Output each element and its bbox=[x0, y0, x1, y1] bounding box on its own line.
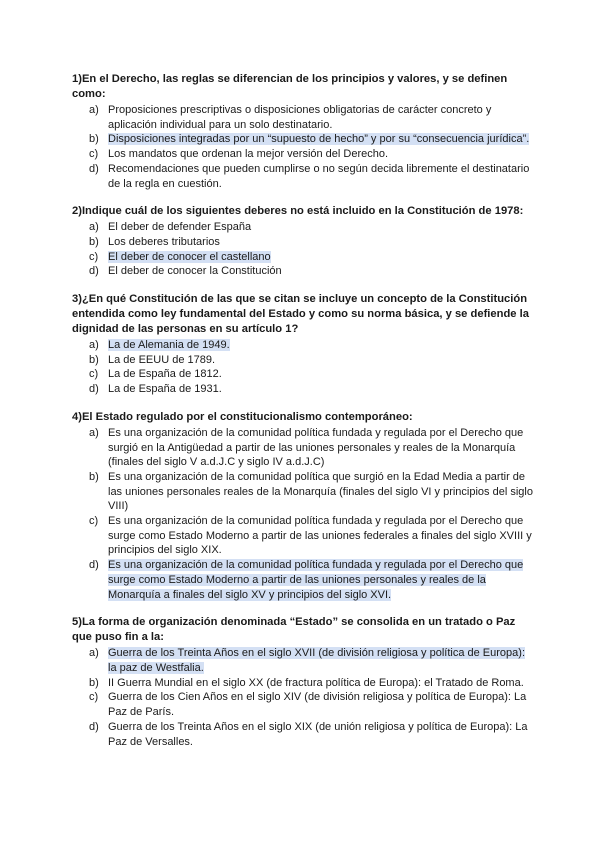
question-1 bbox=[72, 72, 534, 191]
option-text-content: La de España de 1812. bbox=[108, 368, 222, 381]
option-text bbox=[108, 162, 534, 191]
option-letter: b) bbox=[89, 133, 99, 146]
option-text bbox=[108, 132, 534, 147]
option-letter: c) bbox=[89, 368, 99, 381]
option-text bbox=[108, 338, 534, 353]
option-text-content: La de EEUU de 1789. bbox=[108, 353, 216, 366]
option-text bbox=[108, 147, 534, 162]
option-text-content: Es una organización de la comunidad política fundada y regulada por el Derecho que surge como Estado Moderno a partir de las uniones federales a finales del siglo XVIII y principios del siglo XIX. bbox=[108, 515, 532, 557]
answer-option-3-d bbox=[72, 382, 534, 397]
option-text bbox=[108, 426, 534, 470]
answer-option-5-a-highlighted bbox=[72, 646, 534, 675]
option-text-content: Proposiciones prescriptivas o disposiciones obligatorias de carácter concreto y aplicación individual para un solo destinatario. bbox=[108, 104, 492, 131]
answer-option-1-c bbox=[72, 147, 534, 162]
option-text bbox=[108, 720, 534, 749]
answer-option-4-d-highlighted bbox=[72, 558, 534, 602]
option-text-content: Guerra de los Treinta Años en el siglo XVII (de división religiosa y política de Europa): la paz de Westfalia. bbox=[108, 647, 526, 674]
option-letter: b) bbox=[89, 235, 99, 248]
option-text-content: Es una organización de la comunidad política fundada y regulada por el Derecho que surge como Estado Moderno a partir de las uniones personales y reales de la Monarquía a finales del siglo XV y principios del siglo XVI. bbox=[108, 559, 524, 601]
answer-option-3-b bbox=[72, 353, 534, 368]
answer-option-4-c bbox=[72, 514, 534, 558]
option-text-content: Los mandatos que ordenan la mejor versión del Derecho. bbox=[108, 148, 389, 161]
option-letter: d) bbox=[89, 559, 99, 572]
answer-option-1-b-highlighted bbox=[72, 132, 534, 147]
option-text-content: Es una organización de la comunidad política fundada y regulada por el Derecho que surgió en la Antigüedad a partir de las uniones personales y reales de la Monarquía (finales del siglo V a.d.J.C y siglo IV a.d.J.C) bbox=[108, 426, 524, 469]
option-text bbox=[108, 103, 534, 132]
option-letter: b) bbox=[89, 470, 99, 483]
question-title: 3)¿En qué Constitución de las que se citan se incluye un concepto de la Constitución entendida como ley fundamental del Estado y como su norma básica, y se defiende la dignidad de las personas en su artículo 1? bbox=[72, 293, 529, 336]
option-text-content: Guerra de los Treinta Años en el siglo XIX (de unión religiosa y política de Europa): La Paz de Versalles. bbox=[108, 720, 528, 748]
option-text-content: Los deberes tributarios bbox=[108, 235, 220, 248]
question-4 bbox=[72, 410, 534, 602]
answer-options bbox=[72, 426, 534, 602]
option-text bbox=[108, 646, 534, 675]
option-letter: c) bbox=[89, 515, 99, 528]
option-text bbox=[108, 382, 534, 397]
question-5 bbox=[72, 615, 534, 749]
option-text-content: El deber de defender España bbox=[108, 221, 252, 234]
answer-option-1-a bbox=[72, 103, 534, 132]
answer-options bbox=[72, 338, 534, 397]
option-text-content: Es una organización de la comunidad política que surgió en la Edad Media a partir de las uniones personales reales de la Monarquía (finales del siglo VI y principios del siglo VIII) bbox=[108, 470, 533, 513]
option-text-content: La de Alemania de 1949. bbox=[108, 339, 230, 352]
question-2 bbox=[72, 204, 534, 279]
answer-option-5-b bbox=[72, 676, 534, 691]
answer-option-4-a bbox=[72, 426, 534, 470]
option-text bbox=[108, 690, 534, 719]
option-letter: d) bbox=[89, 265, 99, 278]
option-letter: d) bbox=[89, 383, 99, 396]
option-text bbox=[108, 470, 534, 514]
option-text-content: El deber de conocer la Constitución bbox=[108, 265, 282, 278]
answer-option-3-a-highlighted bbox=[72, 338, 534, 353]
option-letter: a) bbox=[89, 221, 99, 234]
question-title: 4)El Estado regulado por el constitucionalismo contemporáneo: bbox=[72, 410, 413, 423]
option-letter: b) bbox=[89, 353, 99, 366]
answer-option-2-b bbox=[72, 235, 534, 250]
option-letter: d) bbox=[89, 162, 99, 175]
answer-option-2-d bbox=[72, 264, 534, 279]
option-letter: a) bbox=[89, 426, 99, 439]
answer-option-2-c-highlighted bbox=[72, 250, 534, 265]
answer-option-3-c bbox=[72, 367, 534, 382]
answer-option-4-b bbox=[72, 470, 534, 514]
question-title: 2)Indique cuál de los siguientes deberes no está incluido en la Constitución de 1978: bbox=[72, 205, 524, 218]
option-text bbox=[108, 514, 534, 558]
question-title: 5)La forma de organización denominada “Estado” se consolida en un tratado o Paz que puso fin a la: bbox=[72, 616, 516, 644]
answer-options bbox=[72, 103, 534, 191]
option-letter: c) bbox=[89, 691, 99, 704]
answer-option-5-d bbox=[72, 720, 534, 749]
option-text bbox=[108, 558, 534, 602]
option-text bbox=[108, 250, 534, 265]
question-3 bbox=[72, 292, 534, 397]
option-text bbox=[108, 367, 534, 382]
option-letter: a) bbox=[89, 339, 99, 352]
answer-options bbox=[72, 220, 534, 279]
option-letter: b) bbox=[89, 676, 99, 689]
question-list bbox=[72, 72, 534, 749]
option-letter: d) bbox=[89, 720, 99, 733]
option-text-content: Guerra de los Cien Años en el siglo XIV (de división religiosa y política de Europa): La Paz de París. bbox=[108, 691, 527, 719]
option-text bbox=[108, 220, 534, 235]
option-text bbox=[108, 264, 534, 279]
option-letter: c) bbox=[89, 250, 99, 263]
question-title: 1)En el Derecho, las reglas se diferencian de los principios y valores, y se definen como: bbox=[72, 73, 508, 100]
option-text bbox=[108, 235, 534, 250]
option-text-content: La de España de 1931. bbox=[108, 383, 222, 396]
answer-option-2-a bbox=[72, 220, 534, 235]
option-letter: c) bbox=[89, 148, 99, 161]
option-text-content: El deber de conocer el castellano bbox=[108, 250, 271, 263]
answer-option-5-c bbox=[72, 690, 534, 719]
option-text bbox=[108, 353, 534, 368]
option-text-content: Disposiciones integradas por un “supuesto de hecho” y por su “consecuencia jurídica”. bbox=[108, 133, 530, 146]
option-letter: a) bbox=[89, 647, 99, 660]
answer-option-1-d bbox=[72, 162, 534, 191]
option-letter: a) bbox=[89, 104, 99, 116]
option-text-content: II Guerra Mundial en el siglo XX (de fractura política de Europa): el Tratado de Roma. bbox=[108, 676, 524, 689]
option-text bbox=[108, 676, 534, 691]
answer-options bbox=[72, 646, 534, 749]
option-text-content: Recomendaciones que pueden cumplirse o no según decida libremente el destinatario de la regla en cuestión. bbox=[108, 162, 530, 190]
